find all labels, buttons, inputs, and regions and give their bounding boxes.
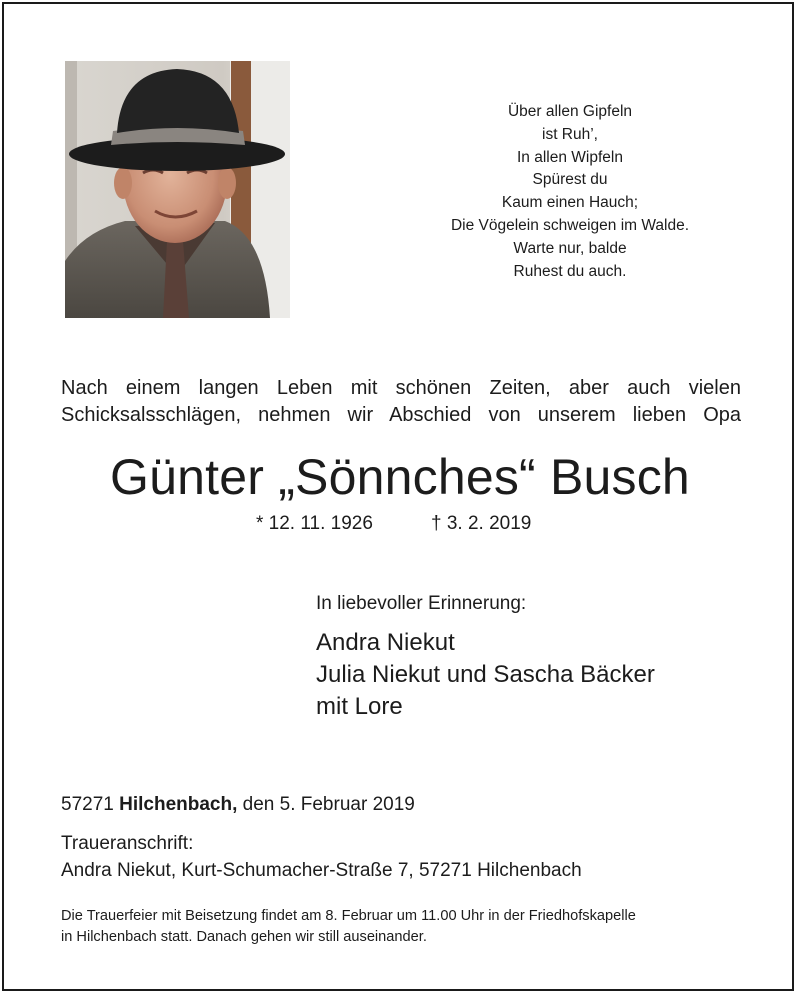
place-and-date — [61, 793, 415, 817]
poem-line: Kaum einen Hauch; — [501, 194, 639, 212]
mourning-address — [61, 830, 582, 884]
address-line: Andra Niekut, Kurt-Schumacher-Straße 7, 57271 Hilchenbach — [61, 860, 582, 881]
portrait-photo — [65, 61, 290, 318]
death-date: † 3. 2. 2019 — [431, 513, 532, 534]
poem-line: Warte nur, balde — [513, 239, 627, 257]
intro-line: Nach einem langen Leben mit schönen Zeiten, aber auch vielen — [61, 377, 741, 399]
mourners-list — [316, 627, 655, 723]
memory-heading: In liebevoller Erinnerung: — [316, 593, 527, 614]
address-label: Traueranschrift: — [61, 833, 194, 854]
life-dates — [256, 512, 532, 536]
birth-date: * 12. 11. 1926 — [256, 513, 373, 534]
portrait-photo-icon — [65, 61, 290, 318]
intro-line: Schicksalsschlägen, nehmen wir Abschied von unserem lieben Opa — [61, 404, 741, 426]
deceased-name: Günter „Sönnches“ Busch — [110, 449, 690, 505]
poem-line: ist Ruh’, — [542, 125, 598, 143]
poem-line: Ruhest du auch. — [513, 262, 627, 280]
mourner: mit Lore — [316, 693, 403, 720]
mourner: Julia Niekut und Sascha Bäcker — [316, 661, 655, 688]
intro-text — [61, 375, 741, 429]
notice-line: Die Trauerfeier mit Beisetzung findet am 8. Februar um 11.00 Uhr in der Friedhofskapelle — [61, 908, 636, 924]
city: Hilchenbach, — [119, 794, 238, 815]
date: den 5. Februar 2019 — [242, 794, 415, 815]
poem-line: In allen Wipfeln — [517, 148, 623, 166]
notice-line: in Hilchenbach statt. Danach gehen wir still auseinander. — [61, 929, 427, 945]
poem-line: Spürest du — [532, 171, 608, 189]
poem — [400, 101, 740, 283]
poem-line: Über allen Gipfeln — [507, 103, 633, 120]
funeral-notice — [61, 906, 636, 948]
mourner: Andra Niekut — [316, 629, 455, 656]
zip-code: 57271 — [61, 794, 114, 815]
poem-line: Die Vögelein schweigen im Walde. — [450, 216, 690, 234]
